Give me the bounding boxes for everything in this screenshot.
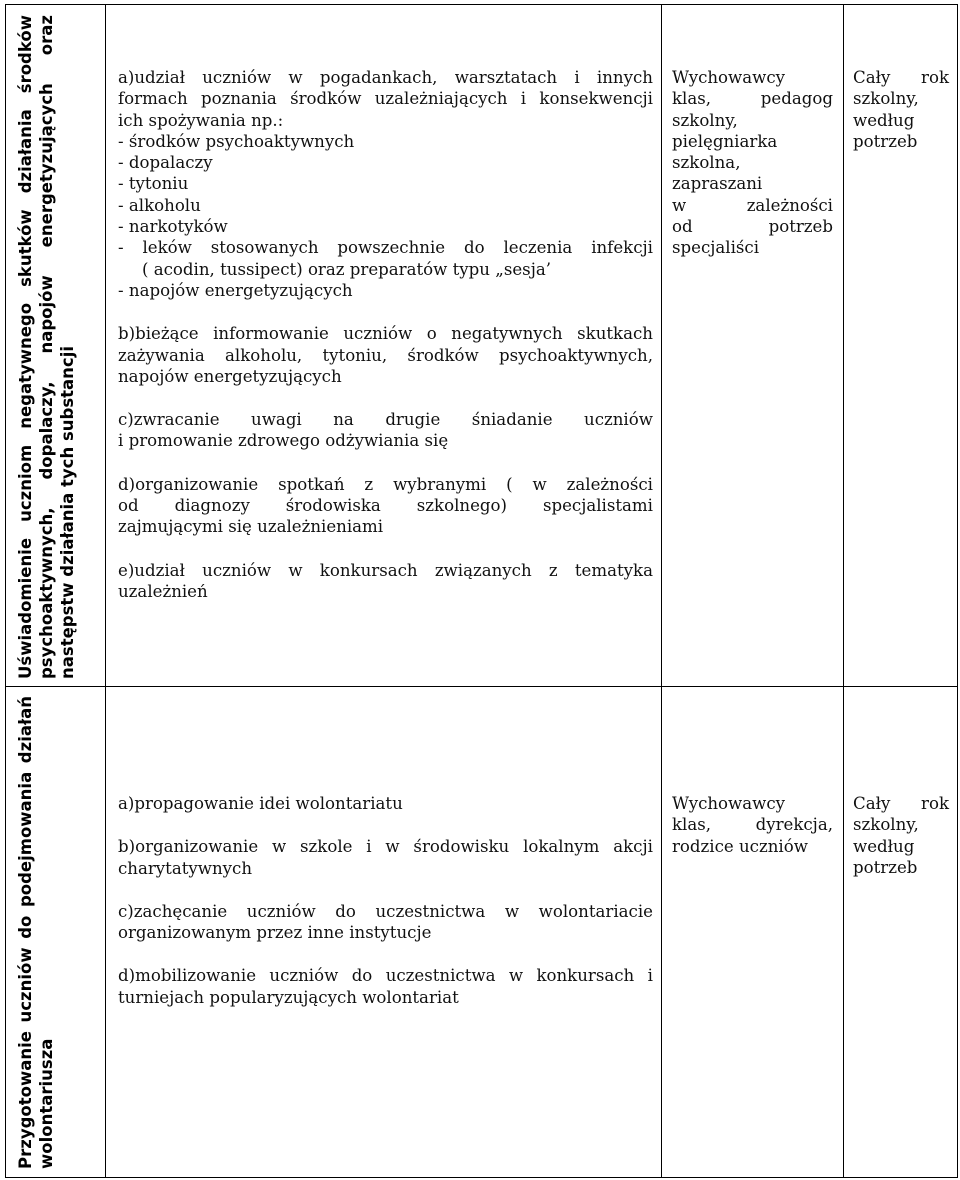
paragraph-gap [118, 301, 653, 323]
word: szkolny, [853, 89, 919, 109]
text-line [118, 987, 653, 1008]
text-line [118, 495, 653, 516]
word: b)bieżące [118, 324, 199, 344]
word: z [548, 560, 558, 580]
text-line [118, 858, 653, 879]
word: d)organizowanie [118, 474, 259, 494]
word: b)organizowanie [118, 837, 259, 857]
word: ( [506, 474, 513, 494]
word: szkolny, [853, 815, 919, 835]
word: i [520, 89, 527, 109]
word: - [118, 238, 124, 258]
word: uczniów [269, 966, 339, 986]
text-line [672, 110, 833, 131]
text-line [672, 131, 833, 152]
word: wybranymi [393, 474, 487, 494]
word: - napojów energetyzujących [118, 280, 353, 300]
word: negatywnego [16, 302, 35, 429]
word: formach [118, 89, 188, 109]
word: środowisku [413, 837, 510, 857]
word: dopalaczy, [37, 381, 56, 480]
word: następstw działania tych substancji [58, 345, 77, 679]
word: zależności [746, 195, 833, 215]
table-border-right [957, 4, 958, 1178]
word: akcji [613, 837, 653, 857]
text-line [118, 922, 653, 943]
word: - tytoniu [118, 174, 189, 194]
word: uczniów [584, 410, 653, 430]
activity-paragraph [118, 67, 653, 301]
word: w [508, 966, 524, 986]
word: uzależniających [374, 89, 508, 109]
word: do [16, 915, 35, 939]
word: rok [921, 794, 949, 813]
word: Przygotowanie [16, 1031, 35, 1169]
activity-paragraph [118, 560, 653, 603]
text-line [672, 152, 833, 173]
word: - narkotyków [118, 217, 228, 237]
word: o [426, 324, 437, 344]
text-line [853, 814, 949, 835]
word: alkoholu, [225, 345, 303, 365]
text-line [672, 237, 833, 258]
word: uczniów [16, 947, 35, 1023]
word: w [385, 837, 400, 857]
word: energetyzujących [37, 83, 56, 248]
row-term-cell [853, 67, 949, 152]
word: napojów energetyzujących [118, 366, 342, 386]
text-line [672, 88, 833, 109]
word: informowanie [213, 324, 329, 344]
text-line [853, 88, 949, 109]
word: uczniów [343, 324, 413, 344]
text-line [672, 814, 833, 835]
word: uczestnictwa [375, 901, 486, 921]
word: uczniom [16, 444, 35, 522]
word: tytoniu, [322, 345, 388, 365]
word: szkolna, [672, 153, 741, 173]
paragraph-gap [118, 452, 653, 474]
paragraph-gap [118, 538, 653, 560]
text-line [118, 131, 653, 152]
word: a)udział [118, 68, 185, 87]
word: środowiska [285, 496, 381, 516]
text-line [118, 430, 653, 451]
word: - środków psychoaktywnych [118, 131, 355, 151]
text-line [36, 15, 57, 679]
word: zajmującymi się uzależnieniami [118, 517, 384, 537]
word: leków [142, 238, 192, 258]
text-line [118, 237, 653, 258]
text-line [36, 696, 57, 1169]
word: tematyka [574, 560, 653, 580]
word: skutkach [577, 324, 653, 344]
activity-paragraph [118, 474, 653, 538]
word: Cały [853, 794, 891, 813]
word: uczestnictwa [385, 966, 496, 986]
text-line [118, 173, 653, 194]
text-line [118, 793, 653, 814]
word: potrzeb [853, 857, 918, 877]
text-line [118, 152, 653, 173]
word: i [647, 966, 653, 986]
word: oraz [37, 15, 56, 56]
text-line [57, 15, 78, 679]
word: dyrekcja, [755, 815, 833, 835]
word: specjalistami [542, 496, 653, 516]
word: rodzice uczniów [672, 836, 808, 856]
word: e)udział [118, 560, 185, 580]
word: w [532, 474, 547, 494]
word: środków [290, 89, 362, 109]
row-divider [5, 686, 958, 687]
column-divider-activities [661, 4, 662, 1178]
table-border-bottom [5, 1177, 958, 1178]
word: konsekwencji [539, 89, 653, 109]
word: innych [596, 68, 653, 87]
word: spotkań [278, 474, 345, 494]
word: do [335, 901, 356, 921]
word: Wychowawcy [672, 794, 786, 813]
word: rok [921, 68, 949, 87]
word: od [672, 217, 693, 237]
word: napojów [37, 275, 56, 354]
word: specjaliści [672, 238, 760, 258]
word: i promowanie zdrowego odżywiania się [118, 431, 449, 451]
text-line [672, 793, 833, 814]
word: zapraszani [672, 174, 763, 194]
word: klas, [672, 815, 712, 835]
word: diagnozy [174, 496, 250, 516]
word: podejmowania [16, 771, 35, 908]
text-line [118, 216, 653, 237]
text-line [15, 15, 36, 679]
word: c)zachęcanie [118, 901, 228, 921]
word: zażywania [118, 345, 205, 365]
text-line [15, 696, 36, 1169]
paragraph-gap [118, 943, 653, 965]
column-divider-responsible [843, 4, 844, 1178]
word: szkolny, [672, 110, 738, 130]
word: pielęgniarka [672, 131, 778, 151]
word: w [271, 837, 287, 857]
text-line [853, 110, 949, 131]
table-border-top [5, 4, 958, 5]
word: uczniów [246, 901, 316, 921]
row-topic-cell [15, 696, 57, 1169]
word: z [364, 474, 374, 494]
word: na [333, 410, 354, 430]
text-line [118, 280, 653, 301]
word: zależności [566, 474, 653, 494]
text-line [672, 195, 833, 216]
word: środków [16, 15, 35, 94]
word: szkole [300, 837, 353, 857]
word: psychoaktywnych, [499, 345, 653, 365]
activity-paragraph [118, 836, 653, 879]
word: pedagog [760, 89, 833, 109]
text-line [672, 67, 833, 88]
word: potrzeb [853, 131, 918, 151]
row-term-cell [853, 793, 949, 878]
word: - dopalaczy [118, 153, 213, 173]
word: lokalnym [523, 837, 600, 857]
word: pogadankach, [319, 68, 438, 87]
word: Uświadomienie [16, 537, 35, 679]
word: a)propagowanie idei wolontariatu [118, 794, 403, 813]
word: związanych [434, 560, 532, 580]
word: Cały [853, 68, 891, 87]
word: c)zwracanie [118, 410, 220, 430]
text-line [853, 857, 949, 878]
word: potrzeb [768, 217, 833, 237]
text-line [118, 67, 653, 88]
word: Wychowawcy [672, 68, 786, 87]
row-responsible-cell [672, 793, 833, 857]
text-line [118, 345, 653, 366]
text-line [853, 67, 949, 88]
row-activities-cell [118, 793, 653, 1008]
text-line [118, 901, 653, 922]
word: ich spożywania np.: [118, 110, 284, 130]
program-table [5, 4, 958, 1178]
word: działania [16, 109, 35, 194]
word: uwagi [251, 410, 302, 430]
paragraph-gap [118, 387, 653, 409]
text-line [118, 474, 653, 495]
word: według [853, 110, 915, 130]
text-line [853, 131, 949, 152]
word: działań [16, 696, 35, 764]
text-line [118, 965, 653, 986]
word: - alkoholu [118, 195, 201, 215]
text-line [853, 836, 949, 857]
word: wolontariusza [37, 1038, 56, 1169]
word: psychoaktywnych, [37, 507, 56, 679]
word: od [118, 496, 139, 516]
word: skutków [16, 209, 35, 287]
word: negatywnych [451, 324, 563, 344]
row-responsible-cell [672, 67, 833, 259]
text-line [118, 366, 653, 387]
word: leczenia [503, 238, 573, 258]
word: w [504, 901, 520, 921]
word: d)mobilizowanie [118, 966, 257, 986]
text-line [118, 259, 653, 280]
text-line [118, 560, 653, 581]
word: i [366, 837, 372, 857]
word: według [853, 836, 915, 856]
word: warsztatach [454, 68, 558, 87]
paragraph-gap [118, 814, 653, 836]
activity-paragraph [118, 965, 653, 1008]
word: stosowanych [210, 238, 319, 258]
text-line [118, 581, 653, 602]
activity-paragraph [118, 793, 653, 814]
activity-paragraph [118, 323, 653, 387]
word: ( acodin, tussipect) oraz preparatów typu „sesja’ [142, 259, 552, 279]
paragraph-gap [118, 879, 653, 901]
text-line [118, 836, 653, 857]
word: środków [407, 345, 479, 365]
text-line [672, 836, 833, 857]
word: i [574, 68, 580, 87]
word: wolontariacie [538, 901, 653, 921]
word: organizowanym przez inne instytucje [118, 923, 432, 943]
text-line [118, 88, 653, 109]
word: uczniów [202, 68, 272, 87]
row-activities-cell [118, 67, 653, 602]
word: szkolnego) [416, 496, 507, 516]
text-line [118, 110, 653, 131]
word: infekcji [591, 238, 653, 258]
activity-paragraph [118, 901, 653, 944]
text-line [853, 793, 949, 814]
word: uzależnień [118, 581, 208, 601]
word: do [463, 238, 485, 258]
word: uczniów [202, 560, 272, 580]
word: turniejach popularyzujących wolontariat [118, 987, 459, 1007]
activity-paragraph [118, 409, 653, 452]
word: w [288, 68, 303, 87]
column-divider-topic [105, 4, 106, 1178]
text-line [118, 409, 653, 430]
text-line [672, 216, 833, 237]
word: powszechnie [337, 238, 446, 258]
row-topic-cell [15, 15, 78, 679]
text-line [118, 323, 653, 344]
text-line [672, 173, 833, 194]
text-line [118, 195, 653, 216]
word: w [288, 560, 303, 580]
word: w [672, 195, 687, 215]
word: poznania [200, 89, 277, 109]
word: konkursach [536, 966, 635, 986]
word: konkursach [319, 560, 418, 580]
table-border-left [5, 4, 6, 1178]
word: klas, [672, 89, 712, 109]
word: charytatywnych [118, 858, 253, 878]
word: śniadanie [471, 410, 553, 430]
word: drugie [385, 410, 441, 430]
word: do [351, 966, 373, 986]
text-line [118, 516, 653, 537]
